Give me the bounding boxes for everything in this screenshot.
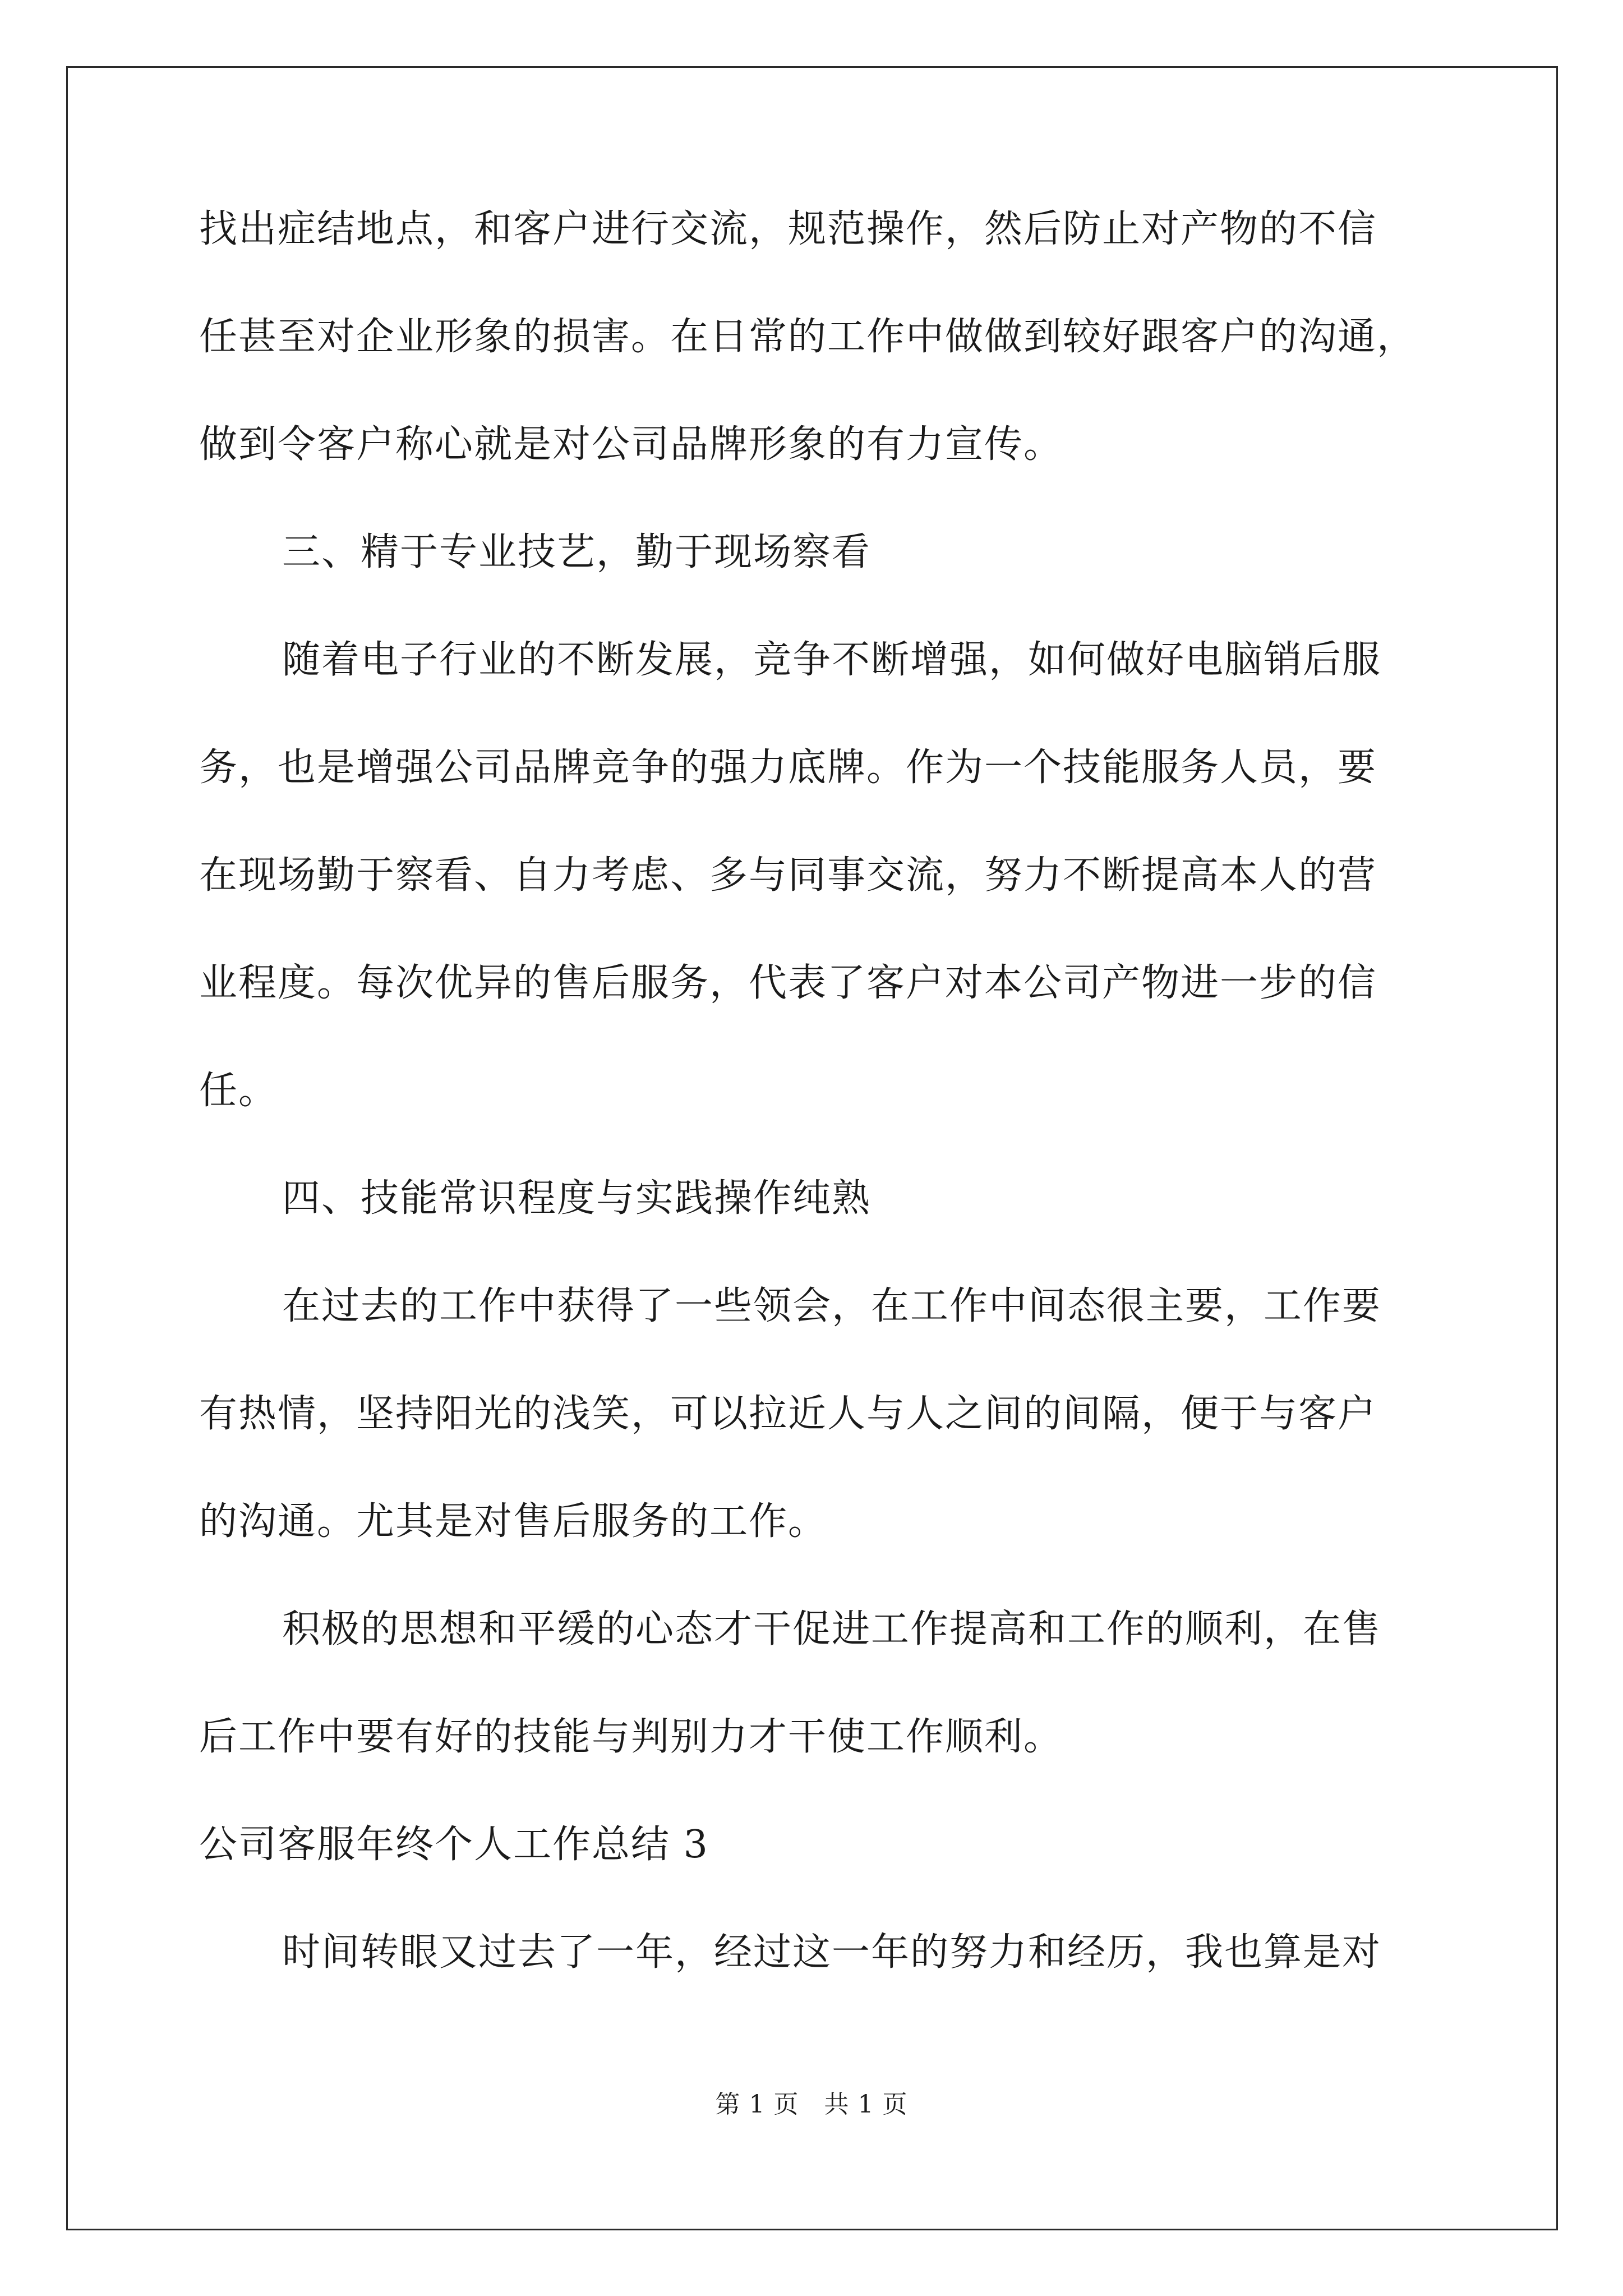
paragraph-line: 的沟通。尤其是对售后服务的工作。 (199, 1499, 828, 1544)
page-number-footer: 第 1 页 共 1 页 (715, 2090, 908, 2119)
paragraph-line: 在过去的工作中获得了一些领会，在工作中间态很主要，工作要 (282, 1284, 1382, 1328)
document-title: 公司客服年终个人工作总结 3 (199, 1823, 709, 1867)
paragraph-line: 任。 (199, 1069, 278, 1113)
paragraph-line: 后工作中要有好的技能与判别力才干使工作顺利。 (199, 1715, 1063, 1759)
page-border (66, 66, 1558, 2230)
paragraph-line: 任甚至对企业形象的损害。在日常的工作中做做到较好跟客户的沟通， (199, 315, 1417, 359)
section-heading: 三、精于专业技艺，勤于现场察看 (282, 530, 872, 574)
paragraph-line: 有热情，坚持阳光的浅笑，可以拉近人与人之间的间隔，便于与客户 (199, 1392, 1377, 1436)
paragraph-line: 时间转眼又过去了一年，经过这一年的努力和经历，我也算是对 (282, 1930, 1382, 1975)
paragraph-line: 业程度。每次优异的售后服务，代表了客户对本公司产物进一步的信 (199, 961, 1377, 1005)
paragraph-line: 积极的思想和平缓的心态才干促进工作提高和工作的顺利，在售 (282, 1607, 1382, 1651)
paragraph-line: 随着电子行业的不断发展，竞争不断增强，如何做好电脑销后服 (282, 638, 1382, 682)
paragraph-line: 做到令客户称心就是对公司品牌形象的有力宣传。 (199, 422, 1063, 467)
paragraph-line: 找出症结地点，和客户进行交流，规范操作，然后防止对产物的不信 (199, 207, 1377, 251)
section-heading: 四、技能常识程度与实践操作纯熟 (282, 1176, 872, 1221)
paragraph-line: 在现场勤于察看、自力考虑、多与同事交流，努力不断提高本人的营 (199, 853, 1377, 898)
paragraph-line: 务，也是增强公司品牌竞争的强力底牌。作为一个技能服务人员，要 (199, 746, 1377, 790)
